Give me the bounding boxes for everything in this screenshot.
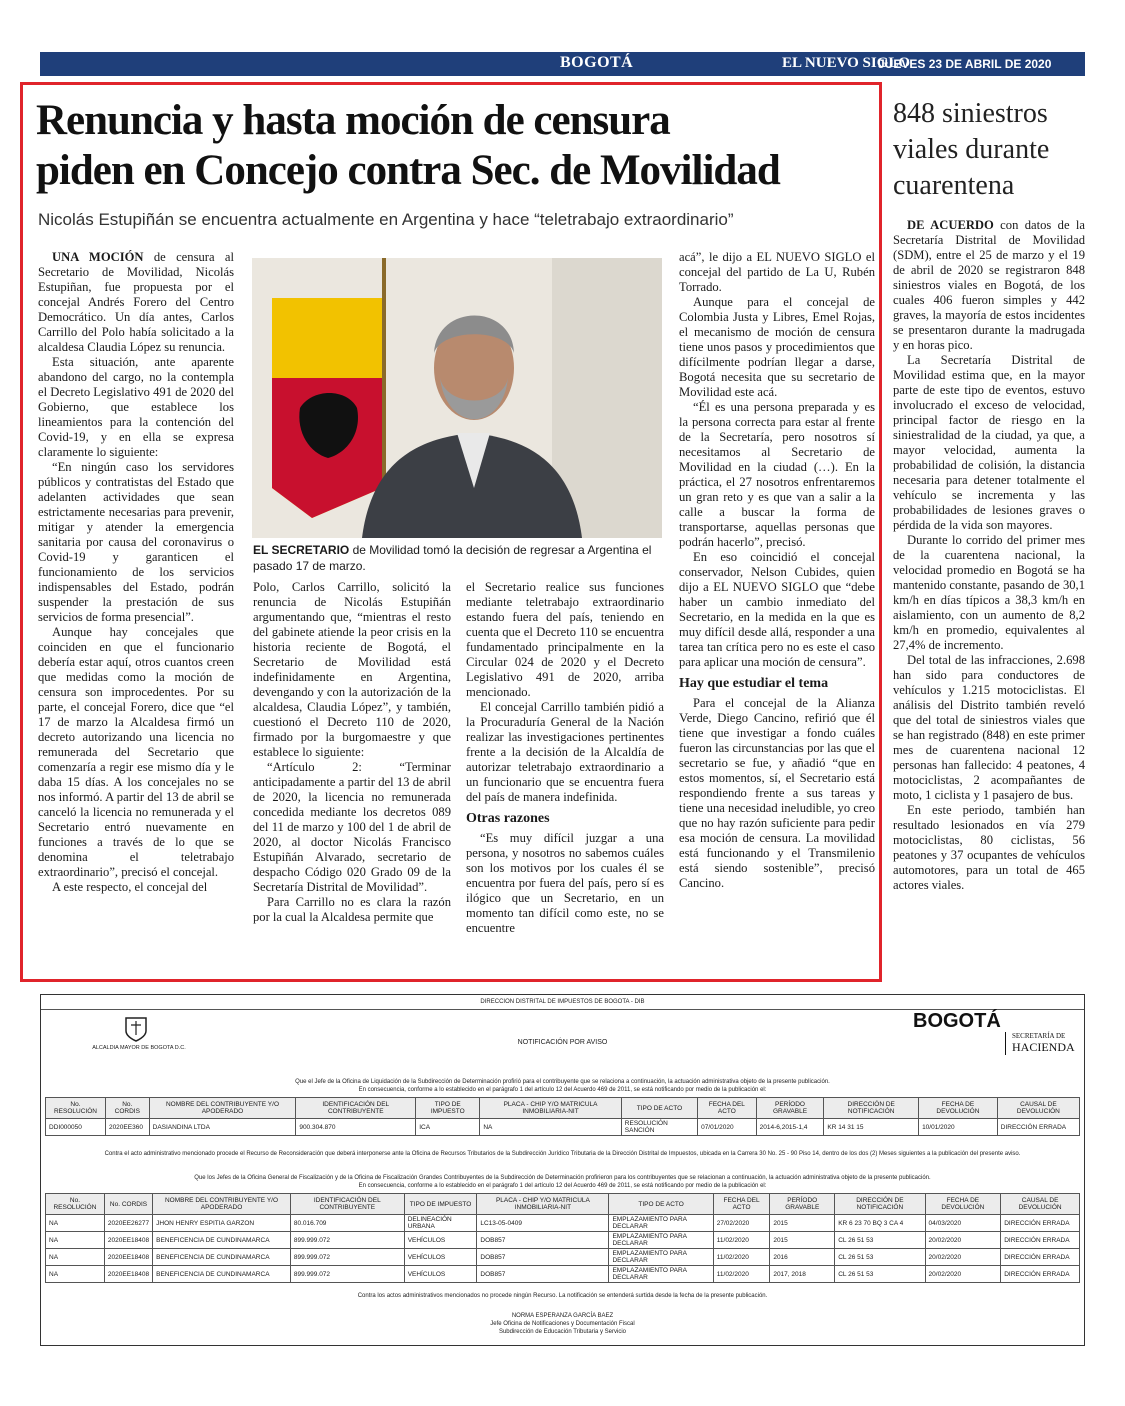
column-header: PERÍODO GRAVABLE — [756, 1098, 824, 1119]
paragraph: La Secretaría Distrital de Movilidad estima que, en la mayor parte de este tipo de eventos, estuvo involucrado el exceso de velocidad, principal factor de riesgo en la siniestralidad de la ciudad, ya que, a mayor velocidad, aumenta la probabilidad de colisión, la distancia necesaria para detener totalmente el vehículo se incrementa y las probabilidades de lesiones graves o pérdida de la vida son mayores. — [893, 353, 1085, 532]
table-row — [46, 1266, 1080, 1283]
table-cell: NA — [480, 1119, 621, 1136]
table-cell: 2014-6,2015-1,4 — [756, 1119, 824, 1136]
table-cell: 2017, 2018 — [770, 1266, 835, 1283]
table-cell: VEHÍCULOS — [404, 1232, 477, 1249]
column-header: FECHA DEL ACTO — [713, 1194, 770, 1215]
notice-title: NOTIFICACIÓN POR AVISO — [517, 1039, 608, 1046]
headline-line-1: Renuncia y hasta moción de censura — [36, 97, 670, 144]
column-header: CAUSAL DE DEVOLUCIÓN — [997, 1098, 1079, 1119]
table-cell: CL 26 51 53 — [835, 1249, 925, 1266]
table-cell: DOB857 — [477, 1249, 609, 1266]
column-header: NOMBRE DEL CONTRIBUYENTE Y/O APODERADO — [149, 1098, 296, 1119]
article-headline — [36, 96, 876, 196]
column-header: FECHA DE DEVOLUCIÓN — [919, 1098, 998, 1119]
column-header: DIRECCIÓN DE NOTIFICACIÓN — [824, 1098, 919, 1119]
paragraph: “Él es una persona preparada y es la persona correcta para estar al frente de la Secretaría, pero nosotros sí necesitamos al Secretario de Movilidad en la ciudad (…). En la práctica, el 27 nosotros enfrentaremos un gran reto y es que van a salir a la calle a buscar la forma de transportarse, aquellas personas que podrán hacerlo”, precisó. — [679, 400, 875, 549]
notice-end-text: Contra los actos administrativos mencionados no procede ningún Recurso. La notificación se entenderá surtida desde la fecha de la presente publicación. — [357, 1293, 768, 1299]
table-cell: 04/03/2020 — [925, 1215, 1001, 1232]
lead-in: DE ACUERDO — [907, 218, 994, 232]
column-header: No. RESOLUCIÓN — [46, 1194, 105, 1215]
table-row — [46, 1119, 1080, 1136]
column-header: No. CORDIS — [105, 1098, 149, 1119]
article-photo — [252, 258, 662, 538]
column-header: CAUSAL DE DEVOLUCIÓN — [1001, 1194, 1080, 1215]
table-cell: BENEFICENCIA DE CUNDINAMARCA — [153, 1232, 291, 1249]
column-header: TIPO DE ACTO — [609, 1194, 713, 1215]
paragraph: En este periodo, también han resultado lesionados en vía 279 motociclistas, 80 ciclistas, 56 peatones y 37 ocupantes de vehículos automotores, para un total de 465 actores viales. — [893, 803, 1085, 892]
table-cell: 2020EE18408 — [104, 1232, 152, 1249]
portrait-illustration — [252, 258, 662, 538]
table-cell: DIRECCIÓN ERRADA — [1001, 1249, 1080, 1266]
paragraph: A este respecto, el concejal del — [52, 880, 208, 894]
paragraph: acá”, le dijo a EL NUEVO SIGLO el concejal del partido de La U, Rubén Torrado. — [679, 250, 875, 294]
table-header-row — [46, 1098, 1080, 1119]
page-number: 19A — [1085, 53, 1119, 73]
table-cell: 2016 — [770, 1249, 835, 1266]
subheading: Otras razones — [466, 811, 550, 826]
table-cell: KR 14 31 15 — [824, 1119, 919, 1136]
paragraph: “Es muy difícil juzgar a una persona, y nosotros no sabemos cuáles son los motivos por los cuales él se encuentra por fuera del país, pero sí es ilógico que un Secretario, en un momento tan difícil como este, no se encuentre — [466, 831, 664, 935]
paragraph: Polo, Carlos Carrillo, solicitó la renuncia de Nicolás Estupiñán argumentando que, “mientras el resto del gabinete atiende la peor crisis en la historia reciente de Bogotá, el Secretario de Movilidad está indefinidamente en Argentina, devengando y con la autorización de la alcaldesa, Claudia López”, y también, cuestionó el Decreto 110 de 2020, firmado por la burgomaestre y que establece lo siguiente: — [253, 580, 451, 759]
paragraph: “Artículo 2: “Terminar anticipadamente a partir del 13 de abril de 2020, la licencia no remunerada concedida mediante los decretos 089 del 11 de marzo y 100 del 1 de abril de 2020, al doctor Nicolás Francisco Estupiñán Alvarado, secretario de despacho Código 020 Grado 09 de la Secretaría Distrital de Movilidad”. — [253, 760, 451, 894]
table-cell: 2015 — [770, 1215, 835, 1232]
table-cell: NA — [46, 1249, 105, 1266]
table-cell: DELINEACIÓN URBANA — [404, 1215, 477, 1232]
notice-intro-1: Que el Jefe de la Oficina de Liquidación de la Subdirección de Determinación profirió para el contribuyente que se relaciona a continuación, la actuación administrativa objeto de la presente publicación. — [295, 1079, 830, 1085]
photo-caption — [253, 542, 663, 574]
table-cell: 20/02/2020 — [925, 1232, 1001, 1249]
table-cell: 899.999.072 — [290, 1266, 404, 1283]
table-cell: 2020EE18408 — [104, 1249, 152, 1266]
table-cell: KR 6 23 70 BQ 3 CA 4 — [835, 1215, 925, 1232]
paragraph: el Secretario realice sus funciones mediante teletrabajo extraordinario estando fuera del país, teniendo en cuenta que el Decreto 110 se encuentra fundamentado principalmente en la Circular 024 de 2020 y el Decreto Legislativo 491 de 2020, arriba mencionado. — [466, 580, 664, 699]
signature-title: Jefe Oficina de Notificaciones y Documentación Fiscal — [490, 1321, 635, 1327]
table-cell: EMPLAZAMIENTO PARA DECLARAR — [609, 1215, 713, 1232]
table-cell: DDI000050 — [46, 1119, 106, 1136]
table-cell: CL 26 51 53 — [835, 1232, 925, 1249]
table-cell: BENEFICENCIA DE CUNDINAMARCA — [153, 1249, 291, 1266]
table-cell: NA — [46, 1232, 105, 1249]
tax-notice — [40, 994, 1085, 1346]
table-cell: EMPLAZAMIENTO PARA DECLARAR — [609, 1266, 713, 1283]
page-header — [40, 52, 1119, 76]
subheading: Hay que estudiar el tema — [679, 676, 829, 691]
paragraph: Durante lo corrido del primer mes de la cuarentena nacional, la velocidad promedio en Bogotá se ha mantenido constante, pasando de 30,1 km/h en días típicos a 38,3 km/h en aislamiento, con un aumento de 8,2 km/h en promedio, equivalentes al 27,4% de incremento. — [893, 533, 1085, 652]
paragraph: El concejal Carrillo también pidió a la Procuraduría General de la Nación realizar las investigaciones pertinentes frente a la decisión de la Alcaldía de autorizar teletrabajo extraordinario a un funcionario que se encuentra fuera del país de manera indefinida. — [466, 700, 664, 804]
column-header: FECHA DEL ACTO — [698, 1098, 757, 1119]
headline-line-2: piden en Concejo contra Sec. de Movilidad — [36, 147, 780, 194]
paragraph: Del total de las infracciones, 2.698 han sido para conductores de vehículos y 1.215 motociclistas. El análisis del Distrito también reveló que del total de siniestros viales que se han registrado (848) en este primer mes de cuarentena nacional 12 personas han fallecido: 4 peatones, 4 motociclistas, 2 acompañantes de moto, 1 ciclista y 1 pasajero de bus. — [893, 653, 1085, 802]
column-header: PLACA - CHIP Y/O MATRICULA INMOBILIARIA-NIT — [477, 1194, 609, 1215]
hacienda-label: HACIENDA — [1012, 1040, 1075, 1054]
table-cell: NA — [46, 1215, 105, 1232]
signature-dept: Subdirección de Educación Tributaria y Servicio — [498, 1329, 627, 1335]
column-header: No. RESOLUCIÓN — [46, 1098, 106, 1119]
sidebar-article — [893, 218, 1085, 893]
table-cell: ICA — [416, 1119, 480, 1136]
notice-intro-1b: En consecuencia, conforme a lo establecido en el parágrafo 1 del artículo 12 del Acuerdo 469 de 2011, se está notificando por medio de la publicación el: — [358, 1087, 767, 1093]
article-column-2 — [253, 580, 451, 925]
caption-text: de Movilidad tomó la decisión de regresar a Argentina el pasado 17 de marzo. — [253, 543, 652, 573]
notice-table-2 — [45, 1193, 1080, 1283]
table-cell: DASIANDINA LTDA — [149, 1119, 296, 1136]
lead-in: UNA MOCIÓN — [52, 250, 144, 264]
article-column-4 — [679, 250, 875, 891]
table-cell: DOB857 — [477, 1266, 609, 1283]
table-cell: 2020EE18408 — [104, 1266, 152, 1283]
table-header-row — [46, 1194, 1080, 1215]
column-header: PLACA - CHIP Y/O MATRICULA INMOBILIARIA-NIT — [480, 1098, 621, 1119]
table-cell: VEHÍCULOS — [404, 1266, 477, 1283]
paragraph: de censura al Secretario de Movilidad, Nicolás Estupiñan, fue propuesta por el concejal Andrés Forero del Centro Democrático. Un día antes, Carlos Carrillo del Polo había solicitado a la alcaldesa Claudia López su renuncia. — [38, 250, 234, 354]
column-header: TIPO DE ACTO — [621, 1098, 697, 1119]
paragraph: Para el concejal de la Alianza Verde, Diego Cancino, refirió que él tiene que investigar a fondo cuáles fueron las circunstancias por las que el secretario se fue, y añadió “que en estos momentos, sí, el Secretario está respondiendo frente a sus tareas y tiene una necesidad ineludible, yo creo que no hay razón suficiente para pedir esa moción de censura. La movilidad está funcionando y el Transmilenio está siendo sostenible”, precisó Cancino. — [679, 696, 875, 890]
column-header: IDENTIFICACIÓN DEL CONTRIBUYENTE — [290, 1194, 404, 1215]
table-row — [46, 1215, 1080, 1232]
newspaper-name: EL NUEVO SIGLO — [782, 55, 911, 71]
notice-top-label: DIRECCION DISTRITAL DE IMPUESTOS DE BOGOTA - DIB — [480, 999, 645, 1005]
table-cell: DOB857 — [477, 1232, 609, 1249]
notice-mid-text: Contra el acto administrativo mencionado procede el Recurso de Reconsideración que deberá interponerse ante la Oficina de Recursos Tributarios de la Subdirección Jurídico Tributaria de la Dirección Distrital de Impuestos, ubicada en la Carrera 30 No. 25 - 90 Piso 14, dentro de los dos (2) Meses siguientes a la publicación del presente aviso. — [104, 1151, 1021, 1157]
table-row — [46, 1232, 1080, 1249]
notice-intro-2b: En consecuencia, conforme a lo establecido en el parágrafo 1 del artículo 12 del Acuerdo 469 de 2011, se está notificando por medio de la publicación el: — [358, 1183, 767, 1189]
signature-name: NORMA ESPERANZA GARCÍA BAEZ — [511, 1313, 614, 1319]
hacienda-logo — [1005, 1032, 1075, 1055]
column-header: TIPO DE IMPUESTO — [404, 1194, 477, 1215]
table-cell: 10/01/2020 — [919, 1119, 998, 1136]
paragraph: “En ningún caso los servidores públicos y contratistas del Estado que adelanten actividades que sean estrictamente necesarias para prevenir, mitigar y atender la emergencia sanitaria por causa del coronavirus o Covid-19 y garanticen el funcionamiento de los servicios indispensables del Estado, podrán suspender la prestación de sus servicios de forma presencial”. — [38, 460, 234, 624]
article-column-3 — [466, 580, 664, 936]
column-header: IDENTIFICACIÓN DEL CONTRIBUYENTE — [296, 1098, 416, 1119]
table-cell: 07/01/2020 — [698, 1119, 757, 1136]
table-cell: BENEFICENCIA DE CUNDINAMARCA — [153, 1266, 291, 1283]
table-cell: DIRECCIÓN ERRADA — [1001, 1266, 1080, 1283]
table-cell: VEHÍCULOS — [404, 1249, 477, 1266]
table-cell: EMPLAZAMIENTO PARA DECLARAR — [609, 1249, 713, 1266]
sidebar-title: 848 siniestros viales durante cuarentena — [893, 98, 1050, 201]
table-cell: 20/02/2020 — [925, 1249, 1001, 1266]
table-cell: DIRECCIÓN ERRADA — [1001, 1215, 1080, 1232]
hacienda-label-top: SECRETARÍA DE — [1012, 1032, 1066, 1040]
table-cell: 20/02/2020 — [925, 1266, 1001, 1283]
column-header: NOMBRE DEL CONTRIBUYENTE Y/O APODERADO — [153, 1194, 291, 1215]
table-cell: 11/02/2020 — [713, 1232, 770, 1249]
table-cell: EMPLAZAMIENTO PARA DECLARAR — [609, 1232, 713, 1249]
issue-date: JUEVES 23 DE ABRIL DE 2020 — [878, 57, 1052, 71]
table-cell: 11/02/2020 — [713, 1266, 770, 1283]
notice-table-1 — [45, 1097, 1080, 1136]
table-row — [46, 1249, 1080, 1266]
bogota-logo: BOGOTÁ — [913, 1010, 1001, 1032]
table-cell: 2020EE360 — [105, 1119, 149, 1136]
paragraph: con datos de la Secretaría Distrital de Movilidad (SDM), entre el 25 de marzo y el 19 de abril de 2020 se registraron 848 siniestros viales en Bogotá, de los cuales 406 fueron simples y 442 graves, la mayoría de estos incidentes se presentaron durante la madrugada y en horas pico. — [893, 218, 1085, 352]
column-header: TIPO DE IMPUESTO — [416, 1098, 480, 1119]
table-cell: LC13-05-0409 — [477, 1215, 609, 1232]
table-cell: 27/02/2020 — [713, 1215, 770, 1232]
table-cell: JHON HENRY ESPITIA GARZON — [153, 1215, 291, 1232]
table-cell: 899.999.072 — [290, 1249, 404, 1266]
table-cell: NA — [46, 1266, 105, 1283]
alcaldia-label: ALCALDIA MAYOR DE BOGOTA D.C. — [92, 1045, 186, 1051]
article-subhead: Nicolás Estupiñán se encuentra actualmente en Argentina y hace “teletrabajo extraordinario” — [38, 210, 734, 229]
table-cell: 2015 — [770, 1232, 835, 1249]
table-cell: CL 26 51 53 — [835, 1266, 925, 1283]
paragraph: Para Carrillo no es clara la razón por la cual la Alcaldesa permite que — [253, 895, 451, 924]
column-header: FECHA DE DEVOLUCIÓN — [925, 1194, 1001, 1215]
table-cell: 11/02/2020 — [713, 1249, 770, 1266]
paragraph: Aunque hay concejales que coinciden en que el funcionario debería estar aquí, otros cuantos creen que medidas como la moción de censura son improcedentes. Por su parte, el concejal Forero, dice que “el 17 de marzo la Alcaldesa firmó un decreto autorizando una licencia no remunerada del Secretario que comenzaría a regir ese mismo día y le daba 15 días. A los concejales no se nos informó. A partir del 13 de abril se canceló la licencia no remunerada y el Secretario entró nuevamente en funciones a través de lo que se denomina el teletrabajo extraordinario”, precisó el concejal. — [38, 625, 234, 879]
table-cell: 2020EE26277 — [104, 1215, 152, 1232]
table-cell: 899.999.072 — [290, 1232, 404, 1249]
table-cell: RESOLUCIÓN SANCIÓN — [621, 1119, 697, 1136]
paragraph: Esta situación, ante aparente abandono del cargo, no la contempla el Decreto Legislativo 491 de 2020 del Gobierno, que establece los lineamientos para la contención del Covid-19, y en ella se expresa claramente lo siguiente: — [38, 355, 234, 459]
paragraph: En eso coincidió el concejal conservador, Nelson Cubides, quien dijo a EL NUEVO SIGLO que “debe haber un cambio inmediato del Secretario, en la medida en la que es muy difícil desde allá, responder a una tarea tan crítica pero no es este el caso para aplicar una moción de censura”. — [679, 550, 875, 669]
table-cell: 80.016.709 — [290, 1215, 404, 1232]
caption-lead: EL SECRETARIO — [253, 543, 350, 557]
article-column-1 — [38, 250, 234, 895]
table-cell: DIRECCIÓN ERRADA — [1001, 1232, 1080, 1249]
paragraph: Aunque para el concejal de Colombia Justa y Libres, Emel Rojas, el mecanismo de moción de censura tiene unos pasos y procedimientos que difícilmente podrían llegar a darse, Bogotá necesita que su secretario de Movilidad este acá. — [679, 295, 875, 399]
table-cell: DIRECCIÓN ERRADA — [997, 1119, 1079, 1136]
column-header: No. CORDIS — [104, 1194, 152, 1215]
table-cell: 900.304.870 — [296, 1119, 416, 1136]
notice-intro-2: Que los Jefes de la Oficina General de Fiscalización y de la Oficina de Fiscalización Grandes Contribuyentes de la Subdirección de Determinación profirieron para los contribuyentes que se relacionan a continuación, la actuación administrativa objeto de la presente publicación. — [194, 1175, 931, 1181]
column-header: DIRECCIÓN DE NOTIFICACIÓN — [835, 1194, 925, 1215]
column-header: PERÍODO GRAVABLE — [770, 1194, 835, 1215]
section-label: BOGOTÁ — [560, 54, 634, 71]
